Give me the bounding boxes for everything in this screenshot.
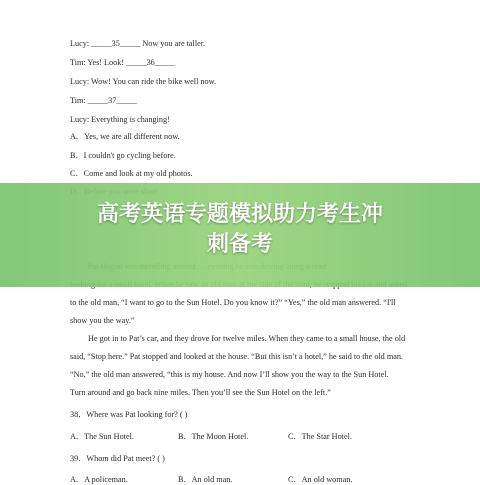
option-c: C．An old woman. [288, 475, 353, 484]
banner-title-line-2: 刺备考 [206, 232, 273, 257]
story-line: to the old man, “I want to go to the Sun Hotel. Do you know it?” “Yes,” the old man answered. “I'll [70, 298, 396, 307]
dialogue-line: Lucy: Wow! You can ride the bike well now. [70, 77, 217, 86]
banner-title-line-1: 高考英语专题模拟助力考生冲 [96, 202, 383, 227]
option-line: A．Yes, we are all different now. [70, 132, 180, 141]
story-line: He got in to Pat’s car, and they drove for twelve miles. When they came to a small house, the old [88, 334, 406, 343]
dialogue-line: Lucy: _____35_____ Now you are taller. [70, 39, 206, 48]
banner-title [20, 200, 460, 260]
option-b: B．An old man. [178, 475, 233, 484]
dialogue-line: Lucy: Everything is changing! [70, 115, 170, 124]
story-line: said, “Stop here.” Pat stopped and looked at the house. “But this isn’t a hotel,” he said to the old man. [70, 352, 403, 361]
story-line: Turn around and go back nine miles. Then you’ll see the Sun Hotel on the left.” [70, 388, 331, 397]
story-line: “No,” the old man answered, “this is my house. And now I’ll show you the way to the Sun Hotel. [70, 370, 389, 379]
question-38: 38．Where was Pat looking for? ( ) [70, 410, 188, 419]
option-line: B．I couldn't go cycling before. [70, 151, 176, 160]
option-c: C．The Star Hotel. [288, 432, 352, 441]
option-line: C．Come and look at my old photos. [70, 169, 193, 178]
dialogue-line: Tim: Yes! Look! _____36_____ [70, 58, 176, 67]
question-39: 39．Whom did Pat meet? ( ) [70, 454, 165, 463]
dialogue-line: Tim: _____37_____ [70, 96, 137, 105]
option-a: A．A policeman. [70, 475, 128, 484]
option-b: B．The Moon Hotel. [178, 432, 249, 441]
option-a: A．The Sun Hotel. [70, 432, 134, 441]
story-line: show you the way.” [70, 316, 135, 325]
